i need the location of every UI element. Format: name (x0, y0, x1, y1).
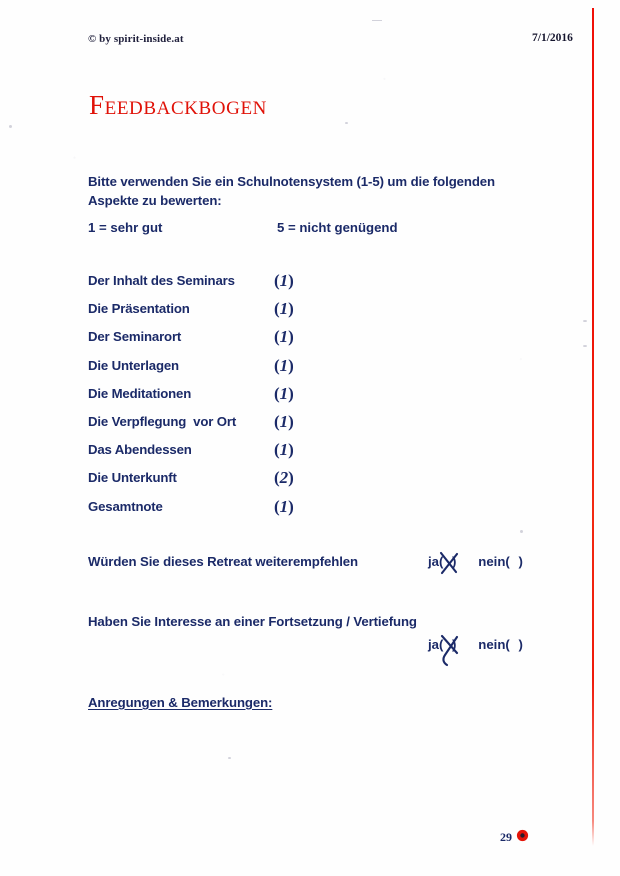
rating-paren-close: ) (288, 327, 294, 347)
rating-label: Die Verpflegung vor Ort (88, 413, 237, 429)
instructions-text: Bitte verwenden Sie ein Schulnotensystem (1-5) um die folgenden Aspekte zu bewerten: (88, 174, 495, 208)
rating-value[interactable] (274, 468, 294, 488)
scan-speck (372, 20, 382, 21)
scan-speck (228, 757, 231, 759)
question-continuation-label: Haben Sie Interesse an einer Fortsetzung / Vertiefung (88, 614, 417, 629)
rating-paren-close: ) (288, 271, 294, 290)
choice-ja-label: ja (428, 554, 439, 569)
scale-high-label: 5 = nicht genügend (277, 220, 398, 235)
rating-paren-close: ) (288, 468, 294, 488)
rating-row (88, 442, 348, 470)
rating-label: Der Inhalt des Seminars (88, 273, 235, 288)
rating-value[interactable] (274, 271, 294, 291)
rating-paren-open: ( (274, 468, 280, 488)
choice-nein-label: nein (478, 637, 506, 652)
rating-label: Die Präsentation (88, 301, 190, 317)
rating-paren-close: ) (288, 383, 294, 403)
rating-row (88, 383, 348, 414)
rating-label: Die Unterkunft (88, 470, 177, 486)
rating-label: Das Abendessen (88, 442, 192, 458)
rating-paren-open: ( (274, 496, 280, 516)
rating-value[interactable] (274, 412, 294, 432)
rating-value[interactable] (274, 356, 294, 376)
rating-row (88, 411, 348, 442)
rating-number: 1 (279, 271, 289, 290)
rating-row (88, 301, 348, 329)
rating-number: 2 (279, 468, 289, 488)
choice-nein-box: ( ) (505, 554, 526, 569)
choice-nein-recommend[interactable] (478, 554, 525, 569)
choice-ja-box: ( ) (439, 637, 459, 652)
rating-paren-close: ) (288, 411, 294, 431)
choice-ja-continuation[interactable] (428, 637, 459, 652)
choice-ja-box: ( ) (439, 554, 459, 569)
choice-nein-box: ( ) (505, 637, 526, 652)
rating-number: 1 (279, 440, 289, 460)
rating-label: Die Meditationen (88, 385, 192, 401)
page-title: Feedbackbogen (89, 90, 267, 121)
rating-paren-close: ) (288, 496, 294, 516)
scan-speck (345, 122, 348, 124)
rating-number: 1 (279, 355, 289, 375)
rating-row (88, 355, 348, 386)
scan-speck (583, 320, 587, 322)
rating-row (88, 470, 348, 498)
scale-low-label: 1 = sehr gut (88, 220, 163, 235)
rating-list (88, 273, 348, 527)
rating-value[interactable] (274, 299, 294, 319)
rating-paren-open: ( (274, 411, 280, 431)
rating-paren-open: ( (274, 299, 280, 319)
rating-row (88, 273, 348, 301)
choice-nein-label: nein (478, 554, 506, 569)
scan-edge-line (592, 8, 594, 846)
choice-nein-continuation[interactable] (478, 637, 525, 652)
rating-paren-open: ( (274, 383, 280, 403)
rating-value[interactable] (274, 327, 294, 347)
rating-value[interactable] (274, 440, 294, 460)
copyright-notice: © by spirit-inside.at (88, 33, 184, 45)
page-number: 29 (500, 830, 512, 844)
rating-paren-open: ( (274, 440, 280, 460)
question-recommend-choices (428, 554, 525, 569)
scan-speck (9, 125, 12, 128)
rating-paren-close: ) (288, 440, 294, 460)
rating-label: Die Unterlagen (88, 357, 179, 373)
question-recommend-label: Würden Sie dieses Retreat weiterempfehlen (88, 554, 358, 569)
rating-number: 1 (279, 327, 289, 347)
choice-ja-label: ja (428, 637, 439, 652)
scan-speck (520, 530, 523, 533)
rating-paren-close: ) (288, 299, 294, 319)
rating-row (88, 496, 348, 527)
rating-paren-close: ) (288, 355, 294, 375)
rating-paren-open: ( (274, 327, 280, 347)
rating-label: Der Seminarort (88, 329, 182, 345)
rating-number: 1 (279, 411, 289, 431)
document-date: 7/1/2016 (532, 32, 573, 44)
comments-heading: Anregungen & Bemerkungen: (88, 695, 273, 710)
rating-label: Gesamtnote (88, 498, 163, 514)
rating-paren-open: ( (274, 271, 280, 290)
question-continuation-choices (428, 637, 525, 652)
rating-number: 1 (279, 496, 289, 516)
spirit-inside-logo-icon (516, 829, 529, 842)
choice-ja-recommend[interactable] (428, 554, 459, 569)
rating-row (88, 329, 348, 357)
rating-paren-open: ( (274, 355, 280, 375)
scan-speck (583, 345, 587, 347)
rating-number: 1 (279, 383, 289, 403)
rating-value[interactable] (274, 497, 294, 517)
rating-value[interactable] (274, 384, 294, 404)
rating-number: 1 (279, 299, 289, 319)
